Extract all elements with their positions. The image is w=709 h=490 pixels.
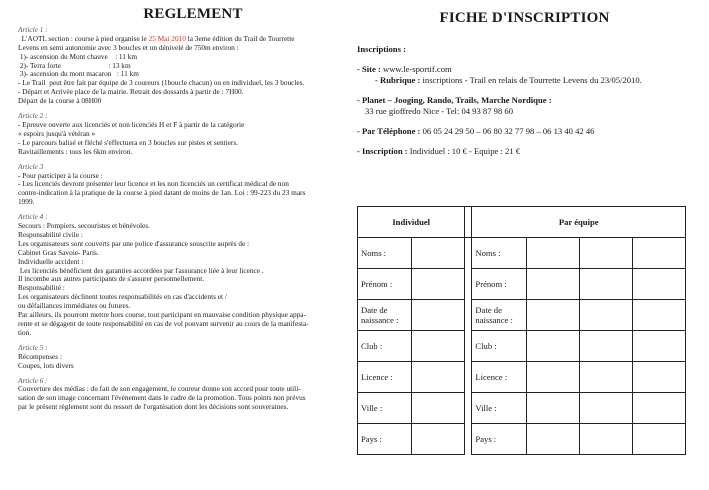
article-title: Article 1 : — [18, 24, 48, 34]
inscription-value: Individuel : 10 € - Equipe : 21 € — [407, 146, 521, 156]
line-text: - Pour participer à la course : — [18, 170, 103, 180]
table-gap — [465, 424, 472, 455]
individuel-field-input[interactable] — [412, 238, 465, 269]
form-row — [358, 300, 686, 331]
line-text: L'AOTL section : course à pied organise le — [18, 33, 149, 43]
line-text: Les organisateurs sont couverts par une police d'assurance souscrite auprès de : — [18, 238, 250, 248]
individuel-field-input[interactable] — [412, 269, 465, 300]
rubrique-value: inscriptions - Trail en relais de Tourrette Levens du 23/05/2010. — [420, 75, 642, 85]
telephone-value: 06 05 24 29 50 – 06 80 32 77 98 – 06 13 40 42 46 — [420, 126, 595, 136]
equipe-field-input-2[interactable] — [579, 238, 632, 269]
line-text: tion. — [18, 327, 32, 337]
individuel-field-input[interactable] — [412, 331, 465, 362]
line-text: 2)- Terra forte : 13 km — [18, 60, 131, 70]
line-text: Individuelle accident : — [18, 256, 84, 266]
line-text: - Départ et Arrivée place de la mairie. Retrait des dossards à partir de : 7H00. — [18, 87, 244, 97]
article-section — [18, 26, 348, 106]
line-text: 3)- ascension du mont macaron : 11 km — [18, 69, 139, 79]
inscription-form-table — [357, 206, 686, 455]
equipe-field-label: Pays : — [472, 424, 526, 455]
line-text: - Le Trail peut être fait par équipe de 3 coureurs (1boucle chacun) ou en individuel, les 3 boucles. — [18, 78, 305, 88]
equipe-field-input-2[interactable] — [579, 424, 632, 455]
equipe-field-input-1[interactable] — [526, 269, 579, 300]
inscriptions-heading: Inscriptions : — [357, 44, 406, 54]
article-title: Article 3 — [18, 161, 44, 171]
line-text: sation de son image concernant l'évènement dans le cadre de la promotion. Tous points non prévus — [18, 393, 306, 403]
article-line — [18, 148, 348, 157]
equipe-field-input-1[interactable] — [526, 424, 579, 455]
equipe-field-label: Noms : — [472, 238, 526, 269]
line-text: - Le parcours balisé et fléché s'effectuera en 3 boucles sur pistes et sentiers. — [18, 137, 238, 147]
table-gap — [465, 362, 472, 393]
individuel-field-label: Ville : — [358, 393, 412, 424]
table-gap — [465, 269, 472, 300]
line-text: Secours : Pompiers, secouristes et bénévoles. — [18, 221, 150, 231]
individuel-field-label: Prénom : — [358, 269, 412, 300]
equipe-field-input-1[interactable] — [526, 238, 579, 269]
equipe-field-input-2[interactable] — [579, 269, 632, 300]
table-gap — [465, 238, 472, 269]
line-text: Levens en semi autonomie avec 3 boucles et un dénivelé de 750m environ : — [18, 42, 239, 52]
equipe-field-input-2[interactable] — [579, 362, 632, 393]
article-section — [18, 213, 348, 338]
line-text: rente et se dégagent de toute responsabilité en cas de vol pouvant survenir au cours de la manifesta- — [18, 319, 309, 328]
equipe-field-input-3[interactable] — [632, 424, 685, 455]
article-line — [18, 362, 348, 371]
rubrique-label: - Rubrique : — [375, 75, 421, 85]
form-row — [358, 393, 686, 424]
planet-address: 33 rue gioffredo Nice - Tel: 04 93 87 98 60 — [365, 106, 514, 116]
equipe-field-input-3[interactable] — [632, 300, 685, 331]
telephone-line — [357, 126, 692, 137]
line-text: « espoirs jusqu'à vétéran » — [18, 128, 96, 138]
site-line — [357, 64, 692, 75]
table-gap — [465, 300, 472, 331]
race-date: 25 Mai 2010 — [148, 33, 186, 43]
form-row — [358, 269, 686, 300]
individuel-field-label: Licence : — [358, 362, 412, 393]
equipe-field-input-2[interactable] — [579, 393, 632, 424]
line-text: Responsabilité civile : — [18, 229, 83, 239]
individuel-field-input[interactable] — [412, 300, 465, 331]
individuel-field-label: Club : — [358, 331, 412, 362]
header-individuel: Individuel — [358, 207, 465, 238]
equipe-field-input-2[interactable] — [579, 331, 632, 362]
table-gap — [465, 331, 472, 362]
header-equipe: Par équipe — [472, 207, 686, 238]
articles-list — [18, 26, 348, 412]
equipe-field-input-1[interactable] — [526, 331, 579, 362]
individuel-field-input[interactable] — [412, 424, 465, 455]
line-text: Il incombe aux autres participants de s'assurer personnellement. — [18, 274, 205, 284]
individuel-field-label: Noms : — [358, 238, 412, 269]
individuel-field-label: Date de naissance : — [358, 300, 412, 331]
individuel-field-input[interactable] — [412, 362, 465, 393]
equipe-field-input-3[interactable] — [632, 362, 685, 393]
article-line — [18, 275, 348, 284]
line-text: Les licenciés bénéficient des garanties accordées par l'assurance liée à leur licence . — [18, 265, 264, 275]
table-gap — [465, 207, 472, 238]
individuel-field-input[interactable] — [412, 393, 465, 424]
line-text: Couverture des médias : du fait de son engagement, le coureur donne son accord pour toute utili- — [18, 384, 301, 394]
line-text: contre-indication à la pratique de la course à pied datant de moins de 1an. Loi : 99-223 du 23 mars — [18, 188, 306, 198]
article-title: Article 6 : — [18, 375, 48, 385]
equipe-field-input-3[interactable] — [632, 238, 685, 269]
line-text: Responsabilité : — [18, 283, 65, 293]
equipe-field-label: Club : — [472, 331, 526, 362]
article-section — [18, 344, 348, 371]
article-line — [18, 97, 348, 106]
line-text: Cabinet Gras Savoie- Paris. — [18, 247, 99, 257]
article-title: Article 2 : — [18, 111, 48, 121]
equipe-field-input-2[interactable] — [579, 300, 632, 331]
telephone-label: - Par Téléphone : — [357, 126, 421, 136]
article-line — [18, 329, 348, 338]
equipe-field-input-3[interactable] — [632, 269, 685, 300]
article-title: Article 5 : — [18, 342, 48, 352]
reglement-column — [18, 6, 348, 418]
article-line — [18, 403, 348, 412]
article-section — [18, 377, 348, 413]
inscription-label: - Inscription : — [357, 146, 408, 156]
article-line — [18, 189, 348, 198]
line-text: Ravitaillements : tous les 6km environ. — [18, 146, 133, 156]
equipe-field-input-1[interactable] — [526, 362, 579, 393]
equipe-field-input-3[interactable] — [632, 331, 685, 362]
line-text: par le présent règlement sont du ressort de l'organisation dont les décisions sont souveraines. — [18, 402, 289, 412]
form-row — [358, 238, 686, 269]
article-title: Article 4 : — [18, 212, 48, 222]
inscription-price-line — [357, 146, 692, 157]
line-text: ou défaillances immédiates ou futures. — [18, 301, 131, 311]
site-value[interactable]: www.le-sportif.com — [380, 64, 452, 74]
fiche-title: FICHE D'INSCRIPTION — [439, 10, 610, 26]
article-line — [18, 320, 348, 329]
table-gap — [465, 393, 472, 424]
reglement-title: REGLEMENT — [143, 6, 243, 22]
rubrique-line — [357, 75, 692, 86]
form-row — [358, 331, 686, 362]
article-section — [18, 112, 348, 157]
line-text: Les organisateurs déclinent toutes responsabilités en cas d'accidents et / — [18, 292, 227, 302]
line-text: 1999. — [18, 197, 35, 207]
equipe-field-label: Date de naissance : — [472, 300, 526, 331]
line-text: - Les licenciés devront présenter leur licence et les non licenciés un certificat médical de non — [18, 179, 289, 189]
equipe-field-label: Ville : — [472, 393, 526, 424]
fiche-column — [357, 10, 692, 444]
article-line — [18, 198, 348, 207]
line-text: la 3eme édition du Trail de Tourrette — [185, 33, 295, 43]
equipe-field-label: Licence : — [472, 362, 526, 393]
line-text: - Epreuve ouverte aux licenciés et non licenciés H et F à partir de la catégorie — [18, 119, 245, 129]
planet-label: - Planet – Jooging, Rando, Trails, Marche Nordique : — [357, 95, 552, 105]
site-label: - Site : — [357, 64, 381, 74]
line-text: Coupes, lots divers — [18, 360, 74, 370]
equipe-field-label: Prénom : — [472, 269, 526, 300]
form-row — [358, 424, 686, 455]
line-text: 1)- ascension du Mont chauve : 11 km — [18, 51, 138, 61]
line-text: Récompenses : — [18, 351, 62, 361]
article-section — [18, 163, 348, 208]
individuel-field-label: Pays : — [358, 424, 412, 455]
line-text: Par ailleurs, ils pourront mettre hors course, tout participant en mauvaise condition physique appa- — [18, 310, 306, 320]
line-text: Départ de la course à 08H00 — [18, 96, 102, 106]
form-row — [358, 362, 686, 393]
equipe-field-input-3[interactable] — [632, 393, 685, 424]
equipe-field-input-1[interactable] — [526, 300, 579, 331]
equipe-field-input-1[interactable] — [526, 393, 579, 424]
